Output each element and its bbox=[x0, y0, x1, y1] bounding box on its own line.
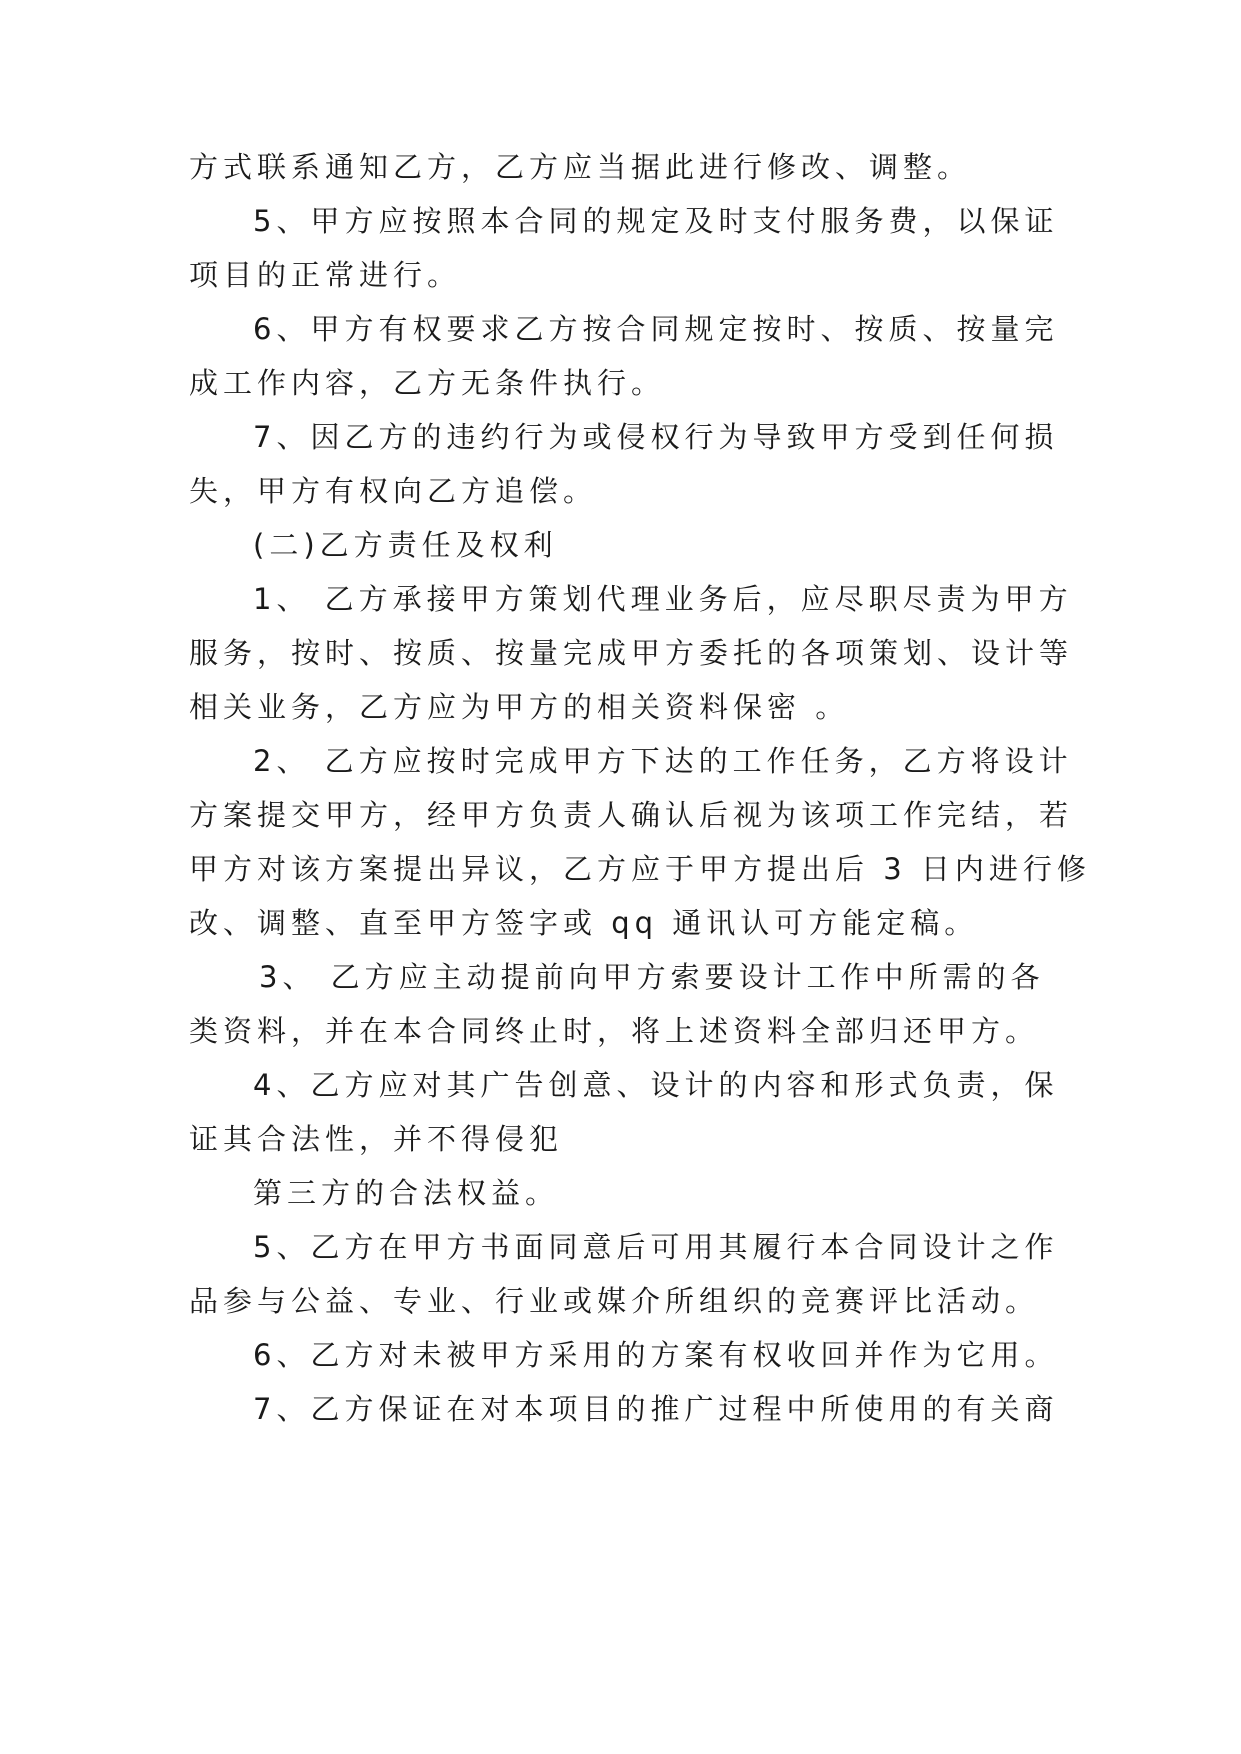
text-line: 品参与公益、专业、行业或媒介所组织的竞赛评比活动。 bbox=[189, 1284, 1040, 1318]
text-line: 失，甲方有权向乙方追偿。 bbox=[189, 474, 598, 508]
text-line: 6、乙方对未被甲方采用的方案有权收回并作为它用。 bbox=[253, 1338, 1059, 1372]
text-line: 证其合法性，并不得侵犯 bbox=[189, 1122, 564, 1156]
text-line: 类资料，并在本合同终止时，将上述资料全部归还甲方。 bbox=[189, 1014, 1040, 1048]
text-line: 6、甲方有权要求乙方按合同规定按时、按质、按量完 bbox=[253, 312, 1059, 346]
text-line: 相关业务，乙方应为甲方的相关资料保密 。 bbox=[189, 690, 850, 724]
text-line: 3、 乙方应主动提前向甲方索要设计工作中所需的各 bbox=[259, 960, 1045, 994]
text-line: 5、乙方在甲方书面同意后可用其履行本合同设计之作 bbox=[253, 1230, 1059, 1264]
section-heading: (二)乙方责任及权利 bbox=[253, 528, 558, 562]
text-line: 改、调整、直至甲方签字或 qq 通讯认可方能定稿。 bbox=[189, 906, 979, 940]
text-line: 7、因乙方的违约行为或侵权行为导致甲方受到任何损 bbox=[253, 420, 1059, 454]
text-line: 4、乙方应对其广告创意、设计的内容和形式负责，保 bbox=[253, 1068, 1059, 1102]
text-line: 2、 乙方应按时完成甲方下达的工作任务，乙方将设计 bbox=[253, 744, 1073, 778]
text-line: 服务，按时、按质、按量完成甲方委托的各项策划、设计等 bbox=[189, 636, 1074, 670]
text-line: 方案提交甲方，经甲方负责人确认后视为该项工作完结，若 bbox=[189, 798, 1074, 832]
text-line: 项目的正常进行。 bbox=[189, 258, 462, 292]
text-line: 7、乙方保证在对本项目的推广过程中所使用的有关商 bbox=[253, 1392, 1059, 1426]
text-line: 1、 乙方承接甲方策划代理业务后，应尽职尽责为甲方 bbox=[253, 582, 1073, 616]
text-line: 方式联系通知乙方，乙方应当据此进行修改、调整。 bbox=[189, 150, 972, 184]
text-line: 第三方的合法权益。 bbox=[253, 1176, 560, 1210]
text-line: 成工作内容，乙方无条件执行。 bbox=[189, 366, 666, 400]
text-line: 5、甲方应按照本合同的规定及时支付服务费，以保证 bbox=[253, 204, 1059, 238]
text-line: 甲方对该方案提出异议，乙方应于甲方提出后 3 日内进行修 bbox=[189, 852, 1091, 886]
